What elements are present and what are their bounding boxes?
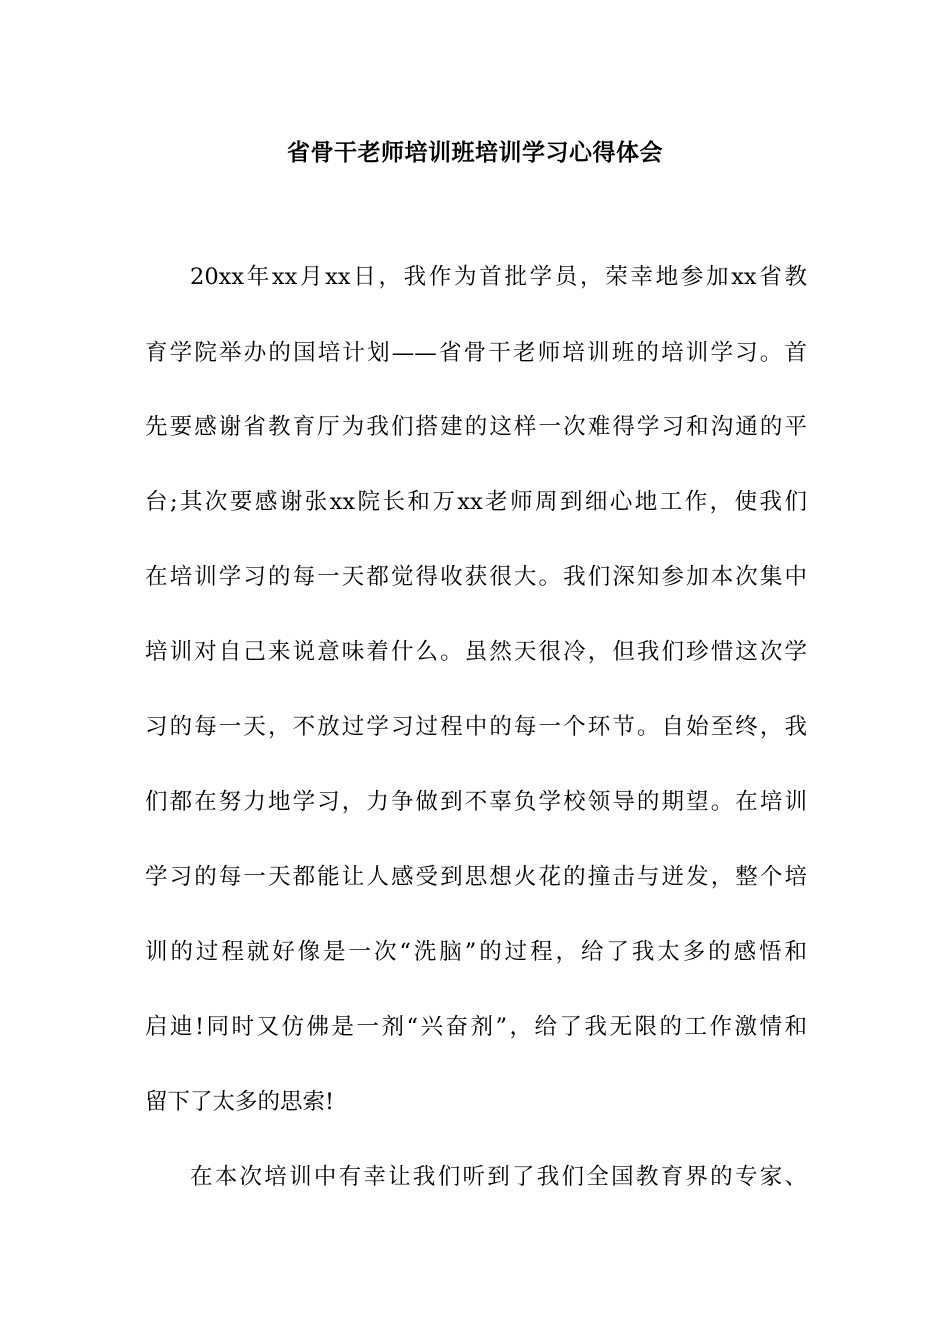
paragraph-line: 留下了太多的思索! <box>145 1089 335 1115</box>
paragraph-line: 学习的每一天都能让人感受到思想火花的撞击与迸发，整个培 <box>145 864 807 890</box>
paragraph-line: 育学院举办的国培计划——省骨干老师培训班的培训学习。首 <box>145 340 807 366</box>
paragraph-line: 培训对自己来说意味着什么。虽然天很冷，但我们珍惜这次学 <box>145 639 807 665</box>
paragraph-line: 先要感谢省教育厅为我们搭建的这样一次难得学习和沟通的平 <box>145 414 807 440</box>
paragraph-line: 在本次培训中有幸让我们听到了我们全国教育界的专家、 <box>190 1164 807 1190</box>
paragraph-line: 习的每一天，不放过学习过程中的每一个环节。自始至终，我 <box>145 714 807 740</box>
paragraph-line: 训的过程就好像是一次“洗脑”的过程，给了我太多的感悟和 <box>145 939 807 965</box>
document-title: 省骨干老师培训班培训学习心得体会 <box>287 140 663 166</box>
paragraph-line: 台;其次要感谢张xx院长和万xx老师周到细心地工作，使我们 <box>145 489 807 515</box>
paragraph-line: 20xx年xx月xx日，我作为首批学员，荣幸地参加xx省教 <box>190 264 807 290</box>
paragraph-line: 在培训学习的每一天都觉得收获很大。我们深知参加本次集中 <box>145 564 807 590</box>
paragraph-line: 们都在努力地学习，力争做到不辜负学校领导的期望。在培训 <box>145 789 807 815</box>
paragraph-line: 启迪!同时又仿佛是一剂“兴奋剂”，给了我无限的工作激情和 <box>145 1014 807 1040</box>
